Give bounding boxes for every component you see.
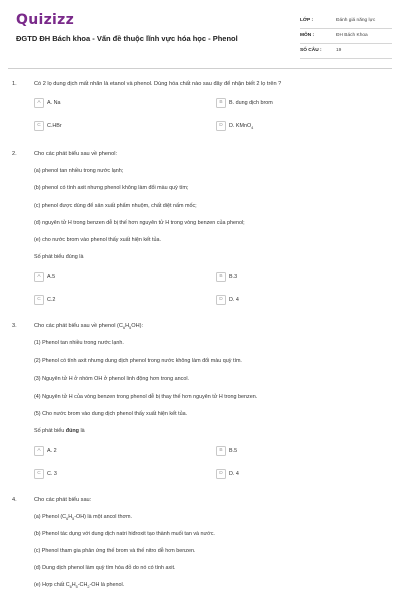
statement: (1) Phenol tan nhiều trong nước lạnh. <box>34 340 124 346</box>
text-part: OH): <box>131 323 144 329</box>
option-text: A. 2 <box>47 448 57 454</box>
subscript: 5 <box>75 585 78 590</box>
option-letter-box: C <box>34 469 44 479</box>
statement: (3) Nguyên tử H ở nhóm OH ở phenol linh động hơn trong ancol. <box>34 376 190 382</box>
option-letter-box: C <box>34 121 44 131</box>
question-text <box>34 323 143 330</box>
option-letter-box: A <box>34 98 44 108</box>
statement: (e) cho nước brom vào phenol thấy xuất hiện kết tủa. <box>34 237 162 243</box>
statement: (c) Phenol tham gia phản ứng thế brom và thế nitro dễ hơn benzen. <box>34 548 196 554</box>
text-part: Số phát biểu <box>34 428 66 434</box>
meta-value: Đánh giá năng lực <box>336 18 376 23</box>
subscript: 5 <box>72 517 75 522</box>
question-number: 1. <box>12 81 17 87</box>
question-text: Có 2 lọ dung dịch mất nhãn là etanol và phenol. Dùng hóa chất nào sau đây để nhận biết 2 lọ trên ? <box>34 81 282 87</box>
text-part: -OH là phenol. <box>89 582 125 588</box>
subscript: 4 <box>251 126 254 131</box>
option-text: C. 3 <box>47 471 57 477</box>
option-text: A.5 <box>47 274 56 280</box>
meta-label: MÔN : <box>300 33 315 38</box>
option-text: B.5 <box>229 448 238 454</box>
text-part: (e) Hợp chất C <box>34 582 70 588</box>
text-part: H <box>71 582 76 588</box>
option-letter-box: B <box>216 272 226 282</box>
question-tail <box>34 428 85 434</box>
option-text: D. 4 <box>229 471 239 477</box>
option-text: B.3 <box>229 274 238 280</box>
meta-row-count <box>300 44 392 59</box>
question-text: Cho các phát biểu sau về phenol: <box>34 151 118 157</box>
statement: (d) Dung dịch phenol làm quỳ tím hóa đỏ do nó có tính axit. <box>34 565 176 571</box>
meta-row-subject <box>300 29 392 44</box>
document-title: ĐGTD ĐH Bách khoa - Vấn đề thuộc lĩnh vực hóa học - Phenol <box>16 34 238 43</box>
option-letter-box: D <box>216 295 226 305</box>
statement: (b) phenol có tính axit nhưng phenol không làm đổi màu quỳ tím; <box>34 185 189 191</box>
text-part: H <box>125 323 130 329</box>
text-part: (a) Phenol (C <box>34 514 67 520</box>
question-number: 4. <box>12 497 17 503</box>
option-letter-box: D <box>216 469 226 479</box>
question-tail: Số phát biểu đúng là <box>34 254 84 260</box>
option-text: A. Na <box>47 100 61 106</box>
question-number: 3. <box>12 323 17 329</box>
option-letter-box: D <box>216 121 226 131</box>
option-letter-box: A <box>34 446 44 456</box>
page-header <box>0 0 400 68</box>
option-letter-box: C <box>34 295 44 305</box>
meta-row-class <box>300 14 392 29</box>
subscript: 6 <box>66 517 69 522</box>
header-divider <box>8 68 392 69</box>
text-part: -CH <box>77 582 88 588</box>
meta-table <box>300 14 392 59</box>
statement <box>34 582 124 589</box>
statement: (b) Phenol tác dụng với dung dịch natri hiđroxit tạo thành muối tan và nước. <box>34 531 215 537</box>
text-part: Cho các phát biểu sau về phenol (C <box>34 323 123 329</box>
text-part: là <box>78 428 85 434</box>
option-text-main: D. KMnO <box>229 123 252 129</box>
statement: (5) Cho nước brom vào dung dịch phenol thấy xuất hiện kết tủa. <box>34 411 188 417</box>
statement <box>34 514 132 521</box>
option-letter-box: A <box>34 272 44 282</box>
subscript: 5 <box>129 326 132 331</box>
option-text: C.2 <box>47 297 56 303</box>
meta-value: 19 <box>336 48 342 53</box>
option-text: C.HBr <box>47 123 62 129</box>
text-part: H <box>68 514 73 520</box>
statement: (a) phenol tan nhiều trong nước lạnh; <box>34 168 124 174</box>
meta-label: SỐ CÂU : <box>300 48 322 53</box>
meta-label: LỚP : <box>300 18 314 23</box>
option-text: D. 4 <box>229 297 239 303</box>
subscript: 2 <box>87 585 90 590</box>
statement: (2) Phenol có tính axit nhưng dung dịch phenol trong nước không làm đổi màu quỳ tím. <box>34 358 242 364</box>
question-text: Cho các phát biểu sau: <box>34 497 92 503</box>
subscript: 6 <box>122 326 126 331</box>
text-part: -OH) là một ancol thơm. <box>74 514 132 520</box>
meta-value: ĐH Bách Khoa <box>336 33 368 38</box>
subscript: 6 <box>69 585 72 590</box>
statement: (4) Nguyên tử H của vòng benzen trong phenol dễ bị thay thế hơn nguyên tử H trong benzen. <box>34 394 258 400</box>
option-text: B. dung dịch brom <box>229 100 273 106</box>
statement: (c) phenol được dùng để sản xuất phẩm nhuộm, chất diệt nấm mốc; <box>34 203 197 209</box>
option-letter-box: B <box>216 98 226 108</box>
question-number: 2. <box>12 151 17 157</box>
option-text <box>229 123 253 130</box>
statement: (d) nguyên tử H trong benzen dễ bị thế hơn nguyên tử H trong vòng benzen của phenol; <box>34 220 245 226</box>
quizizz-logo: Quizizz <box>16 12 75 28</box>
emphasis-text: đúng <box>65 428 79 434</box>
option-letter-box: B <box>216 446 226 456</box>
